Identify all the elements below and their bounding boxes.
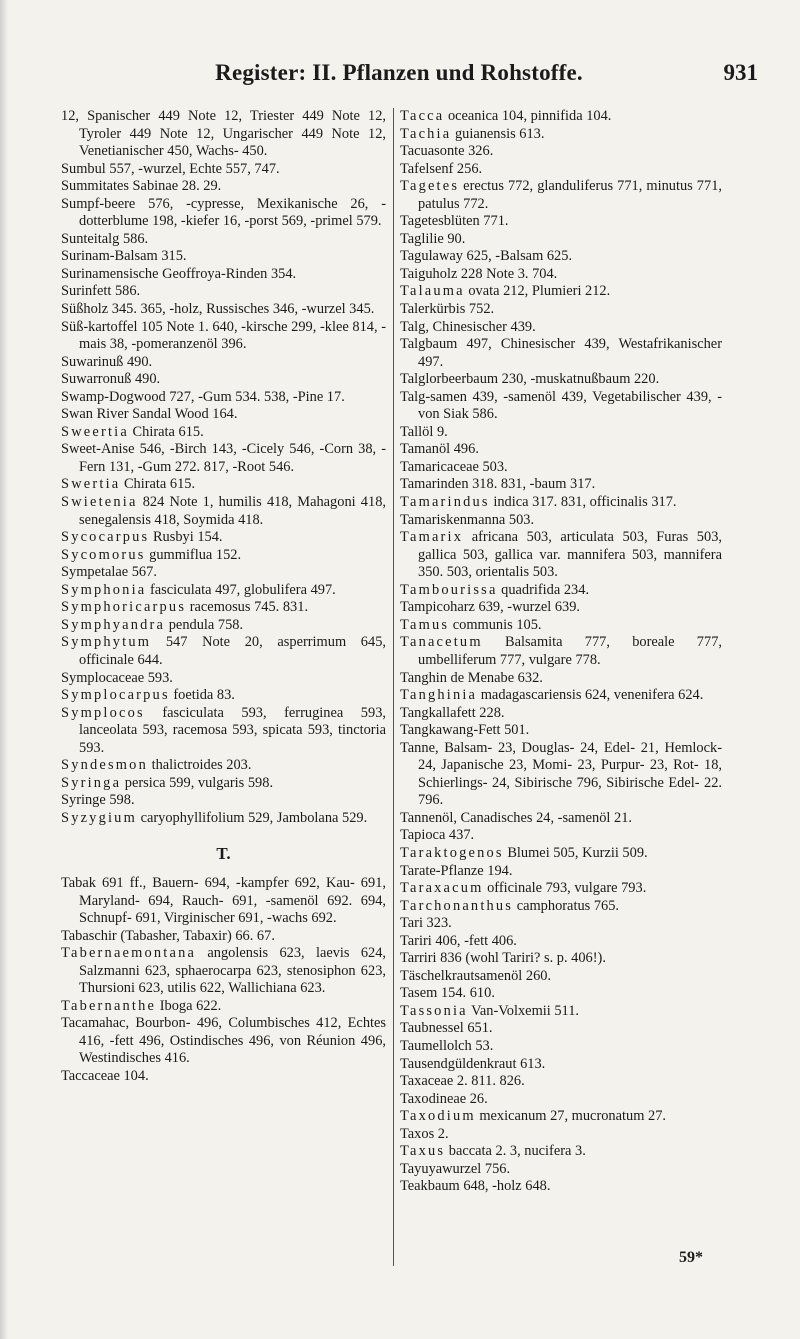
entry-headword: Sycomorus	[61, 546, 146, 563]
entry-text: Tabak 691 ff., Bauern- 694, -kampfer 692, Kau- 691, Maryland- 694, Rauch- 691, -samenöl 692. 694, Schnupf- 691, Virginischer 691, -wachs 692.	[61, 874, 386, 927]
index-entry	[400, 248, 722, 266]
entry-text: Talerkürbis 752.	[400, 301, 495, 318]
index-entry	[400, 301, 722, 319]
index-entry	[400, 108, 722, 126]
entry-text: Taiguholz 228 Note 3. 704.	[400, 265, 558, 282]
entry-text: quadrifida 234.	[497, 581, 590, 598]
index-entry	[61, 283, 386, 301]
entry-text: baccata 2. 3, nucifera 3.	[445, 1143, 586, 1160]
entry-headword: Tamarindus	[400, 494, 490, 511]
entry-headword: Tagetes	[400, 178, 460, 195]
entry-text: Tacamahac, Bourbon- 496, Columbisches 412, Echtes 416, -fett 496, Ostindisches 496, von Réunion 496, Westindisches 416.	[61, 1015, 386, 1067]
index-entry	[61, 775, 386, 793]
index-entry	[61, 928, 386, 946]
entry-text: Tagetesblüten 771.	[400, 213, 509, 230]
index-entry	[400, 1143, 722, 1161]
entry-text: Tallöl 9.	[400, 423, 448, 440]
entry-headword: Tabernanthe	[61, 997, 157, 1014]
entry-headword: Symphytum	[61, 634, 152, 651]
entry-headword: Tabernaemontana	[61, 945, 197, 962]
entry-text: pendula 758.	[165, 616, 244, 633]
right-column	[400, 108, 722, 1196]
entry-text: Surinfett 586.	[61, 283, 141, 300]
entry-text: angolensis 623, laevis 624, Salzmanni 623, sphaerocarpa 623, stenosiphon 623, Thursioni 623, utilis 622, Wallichiana 623.	[79, 945, 386, 997]
entry-headword: Sweertia	[61, 423, 129, 440]
index-entry	[61, 670, 386, 688]
entry-text: Taubnessel 651.	[400, 1020, 493, 1037]
index-entry	[400, 283, 722, 301]
entry-text: Tacuasonte 326.	[400, 143, 494, 160]
entry-headword: Sycocarpus	[61, 529, 150, 546]
index-entry	[400, 582, 722, 600]
index-entry	[61, 757, 386, 775]
entry-headword: Symplocarpus	[61, 687, 170, 704]
entry-text: Taxaceae 2. 811. 826.	[400, 1073, 525, 1090]
index-entry	[400, 810, 722, 828]
index-entry	[400, 161, 722, 179]
entry-text: Talg-samen 439, -samenöl 439, Vegetabilischer 439, -von Siak 586.	[400, 388, 722, 423]
entry-headword: Tacca	[400, 108, 445, 124]
entry-text: Teakbaum 648, -holz 648.	[400, 1178, 551, 1195]
index-entry	[61, 354, 386, 372]
entry-text: 547 Note 20, asperrimum 645, officinale 644.	[79, 634, 386, 668]
entry-text: Tasem 154. 610.	[400, 985, 495, 1002]
index-entry	[400, 1056, 722, 1074]
entry-text: Tannenöl, Canadisches 24, -samenöl 21.	[400, 809, 632, 826]
index-entry	[400, 143, 722, 161]
entry-text: Taccaceae 104.	[61, 1067, 149, 1084]
entry-text: Suwarronuß 490.	[61, 371, 161, 388]
entry-text: Tari 323.	[400, 915, 452, 932]
entry-headword: Tambourissa	[400, 581, 498, 598]
index-entry	[61, 178, 386, 196]
entry-text: Sweet-Anise 546, -Birch 143, -Cicely 546, -Corn 38, -Fern 131, -Gum 272. 817, -Root 546.	[61, 441, 386, 475]
index-entry	[61, 1015, 386, 1068]
entry-headword: Swietenia	[61, 494, 138, 511]
index-entry	[61, 266, 386, 284]
index-entry	[61, 161, 386, 179]
entry-text: gummiflua 152.	[145, 546, 242, 563]
entry-text: caryophyllifolium 529, Jambolana 529.	[136, 809, 368, 826]
index-entry	[61, 108, 386, 161]
index-entry	[400, 722, 722, 740]
left-s-entries	[61, 108, 386, 827]
entry-text: 824 Note 1, humilis 418, Mahagoni 418, senegalensis 418, Soymida 418.	[79, 494, 386, 528]
entry-text: guianensis 613.	[451, 125, 545, 142]
index-entry	[400, 126, 722, 144]
entry-text: Chirata 615.	[120, 476, 196, 493]
index-entry	[400, 1091, 722, 1109]
entry-headword: Tamus	[400, 616, 450, 633]
entry-headword: Taxus	[400, 1143, 446, 1160]
entry-text: officinale 793, vulgare 793.	[483, 880, 647, 897]
index-entry	[400, 845, 722, 863]
entry-headword: Tanacetum	[400, 634, 483, 651]
page-number: 931	[723, 60, 758, 85]
index-entry	[400, 985, 722, 1003]
entry-text: Tarate-Pflanze 194.	[400, 862, 513, 879]
index-entry	[400, 494, 722, 512]
index-entry	[400, 827, 722, 845]
signature-mark: 59*	[679, 1249, 703, 1266]
index-entry	[400, 459, 722, 477]
entry-headword: Syringa	[61, 774, 122, 791]
index-entry	[61, 529, 386, 547]
index-entry	[400, 1108, 722, 1126]
entry-headword: Syzygium	[61, 809, 137, 826]
entry-text: Tagulaway 625, -Balsam 625.	[400, 248, 573, 265]
index-entry	[400, 371, 722, 389]
entry-text: Sumbul 557, -wurzel, Echte 557, 747.	[61, 160, 280, 177]
index-entry	[400, 670, 722, 688]
entry-text: Surinam-Balsam 315.	[61, 248, 187, 265]
entry-text: Balsamita 777, boreale 777, umbelliferum 777, vulgare 778.	[418, 634, 722, 668]
entry-text: fasciculata 497, globulifera 497.	[146, 581, 336, 598]
index-entry	[61, 424, 386, 442]
entry-headword: Symphyandra	[61, 616, 166, 633]
index-entry	[400, 1178, 722, 1196]
index-entry	[61, 634, 386, 669]
index-entry	[61, 617, 386, 635]
index-entry	[61, 810, 386, 828]
index-entry	[400, 968, 722, 986]
entry-text: Talg, Chinesischer 439.	[400, 318, 536, 335]
index-entry	[61, 705, 386, 758]
entry-text: foetida 83.	[169, 687, 235, 704]
entry-text: thalictroides 203.	[147, 757, 252, 774]
entry-text: Tariri 406, -fett 406.	[400, 932, 517, 949]
entry-text: Tanne, Balsam- 23, Douglas- 24, Edel- 21, Hemlock- 24, Japanische 23, Momi- 23, Purpur- 23, Rot- 18, Schierlings- 24, Sibirische 796, Sibirische Edel- 22. 796.	[400, 739, 722, 809]
entry-text: madagascariensis 624, venenifera 624.	[477, 687, 704, 704]
index-entry	[61, 945, 386, 998]
index-entry	[61, 248, 386, 266]
entry-text: mexicanum 27, mucronatum 27.	[475, 1108, 666, 1125]
running-header	[40, 60, 758, 94]
entry-text: Taumellolch 53.	[400, 1037, 494, 1054]
entry-headword: Symplocos	[61, 704, 145, 721]
index-entry	[400, 1003, 722, 1021]
entry-text: Süßholz 345. 365, -holz, Russisches 346, -wurzel 345.	[61, 301, 375, 318]
index-entry	[61, 1068, 386, 1086]
entry-headword: Tarchonanthus	[400, 897, 514, 914]
entry-text: Taxos 2.	[400, 1125, 449, 1142]
index-entry	[400, 705, 722, 723]
entry-headword: Taraktogenos	[400, 844, 504, 861]
index-entry	[61, 476, 386, 494]
index-entry	[400, 898, 722, 916]
entry-text: racemosus 745. 831.	[186, 599, 309, 616]
entry-text: Tamaricaceae 503.	[400, 458, 508, 475]
index-entry	[400, 1020, 722, 1038]
index-entry	[61, 792, 386, 810]
index-entry	[400, 266, 722, 284]
entry-text: Rusbyi 154.	[149, 529, 223, 546]
entry-headword: Taraxacum	[400, 880, 484, 897]
entry-text: Tapioca 437.	[400, 827, 475, 844]
entry-text: erectus 772, glanduliferus 771, minutus 771, patulus 772.	[418, 178, 722, 212]
index-entry	[61, 875, 386, 928]
index-entry	[400, 634, 722, 669]
index-entry	[400, 1126, 722, 1144]
index-entry	[61, 196, 386, 231]
entry-text: Süß-kartoffel 105 Note 1. 640, -kirsche 299, -klee 814, -mais 38, -pomeranzenöl 396.	[61, 318, 386, 353]
index-entry	[400, 1038, 722, 1056]
index-entry	[400, 863, 722, 881]
entry-text: Tanghin de Menabe 632.	[400, 669, 543, 686]
index-entry	[61, 231, 386, 249]
header-title: Register: II. Pflanzen und Rohstoffe.	[215, 60, 583, 85]
entry-text: Täschelkrautsamenöl 260.	[400, 967, 552, 984]
index-entry	[400, 512, 722, 530]
entry-text: africana 503, articulata 503, Furas 503, gallica 503, gallica var. mannifera 503, mannifera 350. 503, orientalis 503.	[418, 529, 722, 581]
index-entry	[61, 494, 386, 529]
index-entry	[400, 740, 722, 810]
index-entry	[400, 178, 722, 213]
entry-text: ovata 212, Plumieri 212.	[464, 283, 611, 300]
section-letter: T.	[216, 844, 231, 864]
index-entry	[61, 301, 386, 319]
entry-text: Sunteitalg 586.	[61, 230, 149, 247]
entry-text: Tabaschir (Tabasher, Tabaxir) 66. 67.	[61, 927, 275, 944]
entry-text: Van-Volxemii 511.	[467, 1002, 580, 1019]
index-entry	[61, 599, 386, 617]
index-entry	[61, 687, 386, 705]
index-entry	[61, 389, 386, 407]
entry-text: Swan River Sandal Wood 164.	[61, 406, 238, 423]
page-binding-shadow	[0, 0, 8, 1339]
entry-text: Swamp-Dogwood 727, -Gum 534. 538, -Pine 17.	[61, 388, 345, 405]
entry-text: Tayuyawurzel 756.	[400, 1160, 511, 1177]
entry-text: Tausendgüldenkraut 613.	[400, 1055, 546, 1072]
entry-headword: Symphonia	[61, 581, 147, 598]
entry-headword: Symphoricarpus	[61, 599, 187, 616]
index-entry	[400, 441, 722, 459]
entry-headword: Tanghinia	[400, 687, 478, 704]
index-entry	[400, 1161, 722, 1179]
entry-text: Tarriri 836 (wohl Tariri? s. p. 406!).	[400, 950, 606, 967]
entry-headword: Talauma	[400, 283, 465, 300]
index-entry	[61, 582, 386, 600]
index-entry	[400, 1073, 722, 1091]
entry-headword: Syndesmon	[61, 757, 148, 774]
index-entry	[61, 441, 386, 476]
entry-text: Suwarinuß 490.	[61, 353, 153, 370]
index-entry	[61, 547, 386, 565]
index-entry	[400, 880, 722, 898]
index-entry	[400, 424, 722, 442]
entry-text: fasciculata 593, ferruginea 593, lanceolata 593, racemosa 593, spicata 593, tinctoria 593.	[79, 704, 386, 756]
index-entry	[400, 617, 722, 635]
entry-text: Talglorbeerbaum 230, -muskatnußbaum 220.	[400, 371, 660, 388]
entry-headword: Tassonia	[400, 1002, 468, 1019]
entry-text: 12, Spanischer 449 Note 12, Triester 449 Note 12, Tyroler 449 Note 12, Ungarischer 449 Note 12, Venetianischer 450, Wachs- 450.	[61, 108, 386, 160]
index-entry	[400, 933, 722, 951]
left-column	[61, 108, 386, 1086]
entry-text: Tangkallafett 228.	[400, 704, 505, 721]
entry-text: Summitates Sabinae 28. 29.	[61, 178, 222, 195]
index-entry	[400, 389, 722, 424]
index-entry	[400, 529, 722, 582]
entry-text: Tampicoharz 639, -wurzel 639.	[400, 599, 581, 616]
entry-text: Tangkawang-Fett 501.	[400, 722, 530, 739]
index-entry	[400, 336, 722, 371]
entry-text: communis 105.	[449, 616, 542, 633]
entry-text: Chirata 615.	[128, 423, 204, 440]
entry-text: Syringe 598.	[61, 792, 135, 809]
entry-text: Tamanöl 496.	[400, 441, 479, 458]
entry-headword: Swertia	[61, 476, 121, 493]
entry-text: Blumei 505, Kurzii 509.	[503, 844, 648, 861]
entry-text: Tamarinden 318. 831, -baum 317.	[400, 476, 596, 493]
index-entry	[400, 599, 722, 617]
index-entry	[400, 213, 722, 231]
entry-headword: Tachia	[400, 125, 452, 142]
entry-text: Taxodineae 26.	[400, 1090, 488, 1107]
entry-text: camphoratus 765.	[513, 897, 620, 914]
index-entry	[61, 406, 386, 424]
entry-text: persica 599, vulgaris 598.	[121, 774, 274, 791]
entry-text: Iboga 622.	[156, 997, 222, 1014]
column-divider	[393, 108, 394, 1266]
index-entry	[61, 319, 386, 354]
index-entry	[400, 687, 722, 705]
index-entry	[400, 319, 722, 337]
index-entry	[61, 998, 386, 1016]
index-entry	[400, 950, 722, 968]
entry-text: Symplocaceae 593.	[61, 669, 173, 686]
index-entry	[61, 371, 386, 389]
entry-text: indica 317. 831, officinalis 317.	[489, 494, 677, 511]
entry-text: Talgbaum 497, Chinesischer 439, Westafrikanischer 497.	[400, 336, 722, 370]
left-t-entries	[61, 875, 386, 1086]
entry-text: Taglilie 90.	[400, 230, 466, 247]
entry-text: Tamariskenmanna 503.	[400, 511, 535, 528]
entry-headword: Taxodium	[400, 1108, 476, 1125]
entry-text: Sympetalae 567.	[61, 564, 157, 581]
entry-text: oceanica 104, pinnifida 104.	[444, 108, 612, 124]
entry-text: Tafelsenf 256.	[400, 160, 483, 177]
entry-text: Sumpf-beere 576, -cypresse, Mexikanische 26, -dotterblume 198, -kiefer 16, -porst 569, -primel 579.	[61, 195, 386, 230]
index-entry	[400, 231, 722, 249]
index-entry	[61, 564, 386, 582]
index-entry	[400, 915, 722, 933]
entry-headword: Tamarix	[400, 529, 464, 546]
index-entry	[400, 476, 722, 494]
entry-text: Surinamensische Geoffroya-Rinden 354.	[61, 265, 297, 282]
